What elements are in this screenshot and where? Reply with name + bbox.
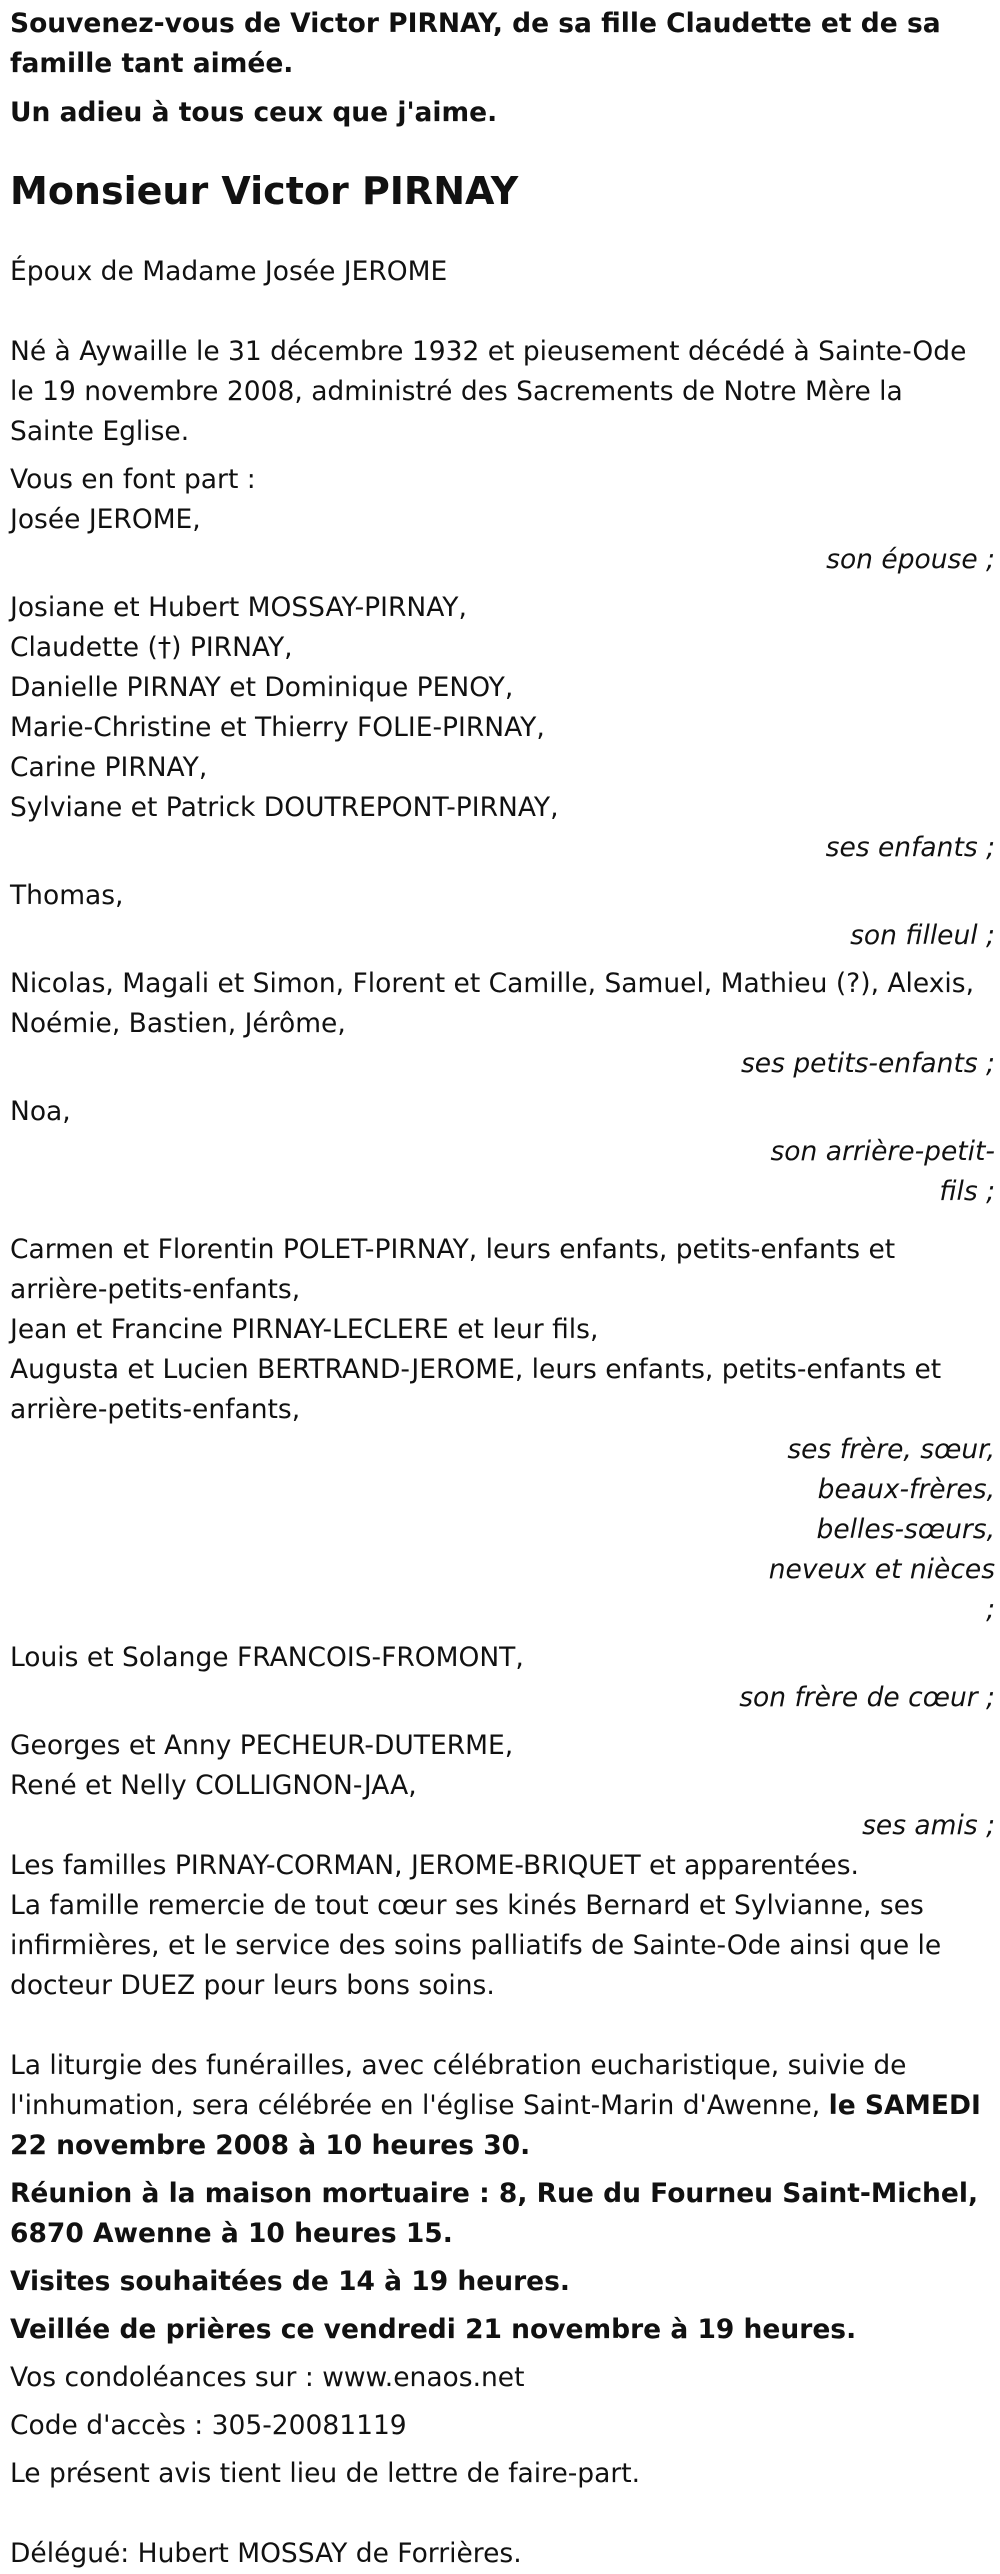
liturgy-text — [10, 2046, 995, 2166]
family-name: Carine PIRNAY, — [10, 752, 208, 783]
condolences-text: Vos condoléances sur : www.enaos.net — [10, 2362, 525, 2393]
notice-text: Le présent avis tient lieu de lettre de faire-part. — [10, 2458, 641, 2489]
family-name: Nicolas, Magali et Simon, Florent et Camille, Samuel, Mathieu (?), Alexis, Noémie, Bastien, Jérôme, — [10, 968, 975, 1039]
intro-line-2: Un adieu à tous ceux que j'aime. — [10, 97, 498, 128]
visits-text: Visites souhaitées de 14 à 19 heures. — [10, 2266, 570, 2297]
page-title: Monsieur Victor PIRNAY — [10, 169, 519, 213]
family-name: Noa, — [10, 1096, 71, 1127]
family-name: Claudette (†) PIRNAY, — [10, 632, 293, 663]
family-name: René et Nelly COLLIGNON-JAA, — [10, 1770, 417, 1801]
family-relation: son filleul ; — [850, 920, 995, 951]
family-relation: son frère de cœur ; — [739, 1682, 995, 1713]
access-code-text: Code d'accès : 305-20081119 — [10, 2410, 407, 2441]
liturgy-date: le SAMEDI 22 novembre 2008 à 10 heures 30. — [10, 2090, 981, 2161]
family-relation: ses amis ; — [862, 1810, 995, 1841]
announce-line: Vous en font part : — [10, 464, 256, 495]
family-group — [10, 1726, 995, 1846]
family-group — [10, 1092, 995, 1212]
birth-death-text: Né à Aywaille le 31 décembre 1932 et pieusement décédé à Sainte-Ode le 19 novembre 2008, administré des Sacrements de Notre Mère la Sainte Eglise. — [10, 336, 967, 447]
family-name: Louis et Solange FRANCOIS-FROMONT, — [10, 1642, 524, 1673]
family-relation: son épouse ; — [826, 544, 995, 575]
spouse-line: Époux de Madame Josée JEROME — [10, 256, 448, 287]
family-relation: ses enfants ; — [825, 832, 995, 863]
family-name: Jean et Francine PIRNAY-LECLERE et leur fils, — [10, 1314, 599, 1345]
reunion-text: Réunion à la maison mortuaire : 8, Rue du Fourneu Saint-Michel, 6870 Awenne à 10 heures 15. — [10, 2178, 979, 2249]
family-name: Augusta et Lucien BERTRAND-JEROME, leurs enfants, petits-enfants et arrière-petits-enfants, — [10, 1354, 942, 1425]
family-relation: ses petits-enfants ; — [741, 1048, 995, 1079]
family-name: Marie-Christine et Thierry FOLIE-PIRNAY, — [10, 712, 545, 743]
family-group — [10, 588, 995, 868]
family-name: Danielle PIRNAY et Dominique PENOY, — [10, 672, 514, 703]
family-group — [10, 1638, 995, 1718]
family-group — [10, 1230, 995, 1630]
family-group — [10, 964, 995, 1084]
family-name: Carmen et Florentin POLET-PIRNAY, leurs enfants, petits-enfants et arrière-petits-enfants, — [10, 1234, 896, 1305]
thanks-text: La famille remercie de tout cœur ses kinés Bernard et Sylvianne, ses infirmières, et le service des soins palliatifs de Sainte-Ode ainsi que le docteur DUEZ pour leurs bons soins. — [10, 1890, 942, 2001]
family-name: Sylviane et Patrick DOUTREPONT-PIRNAY, — [10, 792, 559, 823]
liturgy-normal: La liturgie des funérailles, avec célébration eucharistique, suivie de l'inhumation, sera célébrée en l'église Saint-Marin d'Awenne, — [10, 2050, 907, 2121]
family-group — [10, 876, 995, 956]
vigil-text: Veillée de prières ce vendredi 21 novembre à 19 heures. — [10, 2314, 857, 2345]
family-name: Josée JEROME, — [10, 504, 201, 535]
intro-line-1: Souvenez-vous de Victor PIRNAY, de sa fille Claudette et de sa famille tant aimée. — [10, 8, 941, 79]
delegate-text: Délégué: Hubert MOSSAY de Forrières. — [10, 2538, 522, 2569]
family-name: Thomas, — [10, 880, 124, 911]
obituary-document — [10, 4, 995, 2574]
family-relation: son arrière-petit-fils ; — [770, 1136, 995, 1207]
family-relation: ses frère, sœur, beaux-frères, belles-sœurs, neveux et nièces ; — [768, 1434, 995, 1625]
families-line: Les familles PIRNAY-CORMAN, JEROME-BRIQUET et apparentées. — [10, 1850, 859, 1881]
family-group — [10, 500, 995, 580]
family-name: Georges et Anny PECHEUR-DUTERME, — [10, 1730, 514, 1761]
family-name: Josiane et Hubert MOSSAY-PIRNAY, — [10, 592, 467, 623]
